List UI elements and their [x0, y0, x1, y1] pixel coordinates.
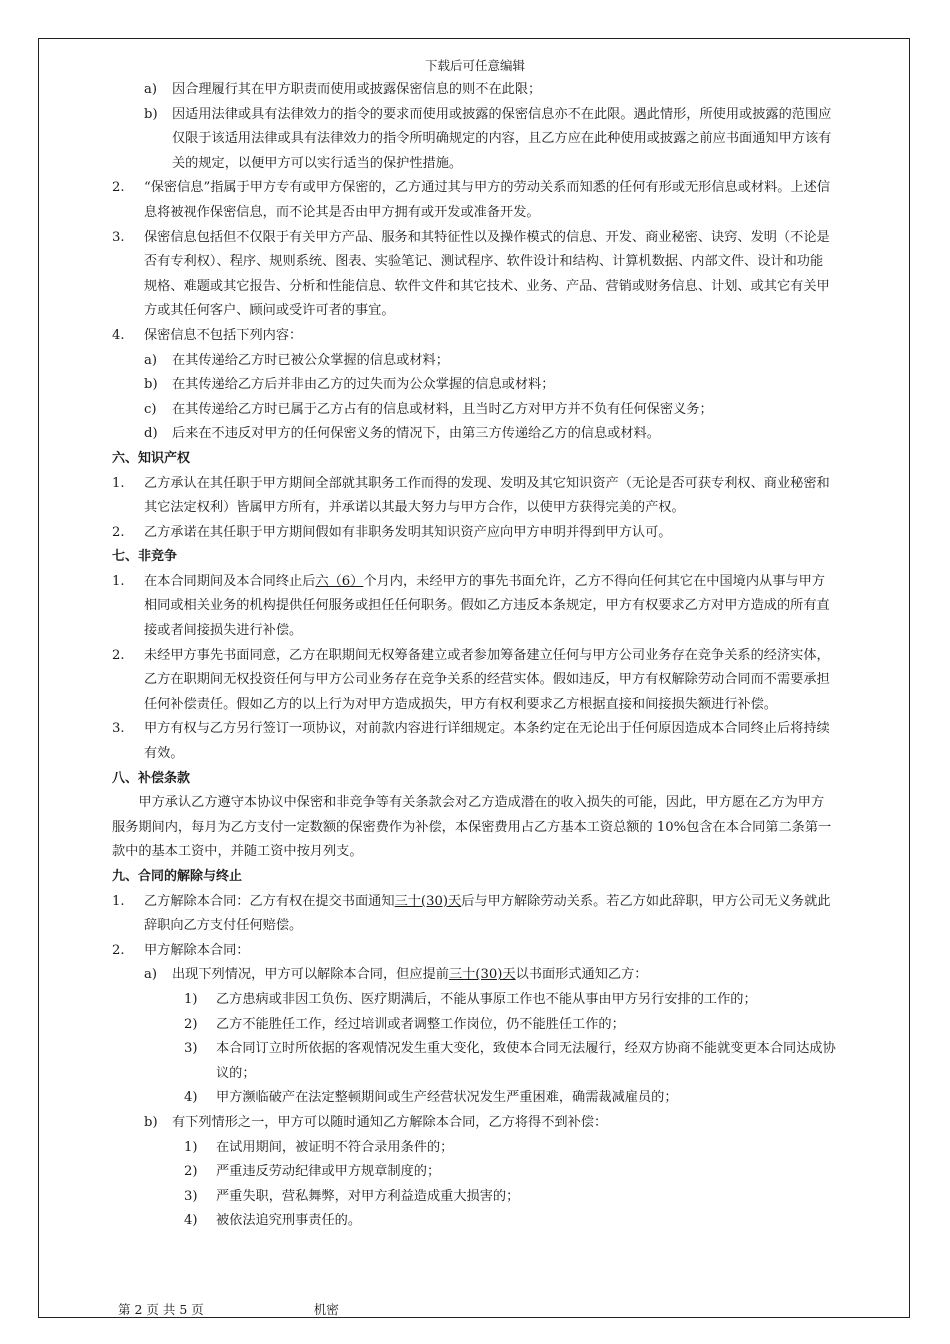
- clause-text: 本合同订立时所依据的客观情况发生重大变化，致使本合同无法履行，经双方协商不能就变更本合同达成协议的；: [216, 1041, 836, 1081]
- clause-item: [112, 373, 836, 398]
- clause-item: [112, 988, 836, 1013]
- clause-text: 乙方承认在其任职于甲方期间全部就其职务工作而得的发现、发明及其它知识资产（无论是否可获专利权、商业秘密和其它法定权利）皆属甲方所有，并承诺以其最大努力与甲方合作，以使甲方获得完美的产权。: [144, 475, 830, 516]
- clause-number: a): [144, 82, 158, 97]
- clause-number: c): [144, 401, 157, 417]
- clause-item: [112, 1160, 836, 1185]
- clause-number: b): [144, 377, 158, 393]
- clause-number: 2): [184, 1164, 198, 1180]
- clause-number: 3.: [112, 721, 125, 737]
- clause-number: 4): [184, 1213, 198, 1229]
- clause-number: 2.: [112, 180, 125, 196]
- clause-number: 2.: [112, 524, 125, 540]
- document-body: [112, 78, 836, 1234]
- clause-number: 1): [184, 991, 198, 1007]
- clause-text: 因合理履行其在甲方职责而使用或披露保密信息的则不在此限；: [172, 82, 542, 97]
- clause-number: 1.: [112, 893, 125, 909]
- clause-item: [112, 939, 836, 964]
- clause-item: [112, 1209, 836, 1234]
- underlined-term: 六（6）: [315, 573, 364, 589]
- clause-text: 在其传递给乙方时已属于乙方占有的信息或材料，且当时乙方对甲方并不负有任何保密义务；: [172, 401, 713, 417]
- clause-item: [112, 521, 836, 546]
- clause-item: [112, 1086, 836, 1111]
- clause-number: b): [144, 1114, 158, 1130]
- paragraph: 甲方承认乙方遵守本协议中保密和非竞争等有关条款会对乙方造成潜在的收入损失的可能，因此，甲方愿在乙方为甲方服务期间内，每月为乙方支付一定数额的保密费作为补偿，本保密费用占乙方基本工资总额的 10%包含在本合同第二条第一款中的基本工资中，并随工资中按月列支。: [112, 795, 832, 860]
- page-header: 下载后可任意编辑: [424, 58, 525, 73]
- clause-item: [112, 422, 836, 447]
- clause-text: 乙方解除本合同：乙方有权在提交书面通知: [144, 893, 395, 909]
- underlined-term: 三十(30)天: [394, 893, 462, 909]
- clause-number: 2.: [112, 942, 125, 958]
- clause-number: 4): [184, 1090, 198, 1106]
- clause-item: [112, 1013, 836, 1038]
- clause-number: 2.: [112, 647, 125, 663]
- clause-item: [112, 324, 836, 349]
- underlined-term: 三十(30)天: [448, 967, 516, 983]
- clause-item: [112, 349, 836, 374]
- clause-number: 1): [184, 1139, 198, 1155]
- clause-number: 3): [184, 1041, 198, 1057]
- clause-text: 乙方不能胜任工作，经过培训或者调整工作岗位，仍不能胜任工作的；: [216, 1016, 625, 1032]
- clause-item: [112, 570, 836, 644]
- section-heading: 六、知识产权: [112, 450, 191, 466]
- clause-text: 在其传递给乙方时已被公众掌握的信息或材料；: [172, 352, 449, 368]
- clause-text: 后与甲方解除劳动关系。若乙方如此辞职，甲方公司无义务就此辞职向乙方支付任何赔偿。: [144, 893, 831, 934]
- clause-text: 出现下列情况，甲方可以解除本合同，但应提前: [172, 967, 449, 983]
- clause-item: [112, 472, 836, 521]
- clause-text: 乙方承诺在其任职于甲方期间假如有非职务发明其知识资产应向甲方申明并得到甲方认可。: [144, 524, 672, 540]
- clause-item: [112, 1185, 836, 1210]
- clause-text: 严重失职，营私舞弊，对甲方利益造成重大损害的；: [216, 1188, 520, 1204]
- clause-text: 在本合同期间及本合同终止后: [144, 573, 316, 589]
- clause-text: 未经甲方事先书面同意，乙方在职期间无权筹备建立或者参加筹备建立任何与甲方公司业务存在竞争关系的经济实体，乙方在职期间无权投资任何与甲方公司业务存在竞争关系的经营实体。假如违反，甲方有权解除劳动合同而不需要承担任何补偿责任。假如乙方的以上行为对甲方造成损失，甲方有权利要求乙方根据直接和间接损失额进行补偿。: [144, 647, 830, 712]
- clause-number: 1.: [112, 475, 125, 491]
- page-footer: [118, 1300, 449, 1318]
- clause-number: 3): [184, 1188, 198, 1204]
- clause-text: 严重违反劳动纪律或甲方规章制度的；: [216, 1164, 441, 1180]
- clause-text: 甲方濒临破产在法定整顿期间或生产经营状况发生严重困难，确需裁减雇员的；: [216, 1090, 678, 1106]
- section-heading: 七、非竞争: [112, 549, 178, 565]
- clause-item: [112, 1037, 836, 1086]
- clause-number: a): [144, 967, 158, 983]
- clause-text: 保密信息不包括下列内容：: [144, 327, 303, 343]
- section-heading: 八、补偿条款: [112, 770, 191, 786]
- clause-text: 被依法追究刑事责任的。: [216, 1213, 362, 1229]
- clause-item: [112, 717, 836, 766]
- clause-number: a): [144, 352, 158, 368]
- clause-text: 甲方有权与乙方另行签订一项协议，对前款内容进行详细规定。本条约定在无论出于任何原因造成本合同终止后将持续有效。: [144, 721, 830, 762]
- clause-item: [112, 644, 836, 718]
- clause-item: [112, 890, 836, 939]
- page-number: 第 2 页 共 5 页: [118, 1302, 204, 1317]
- clause-text: 在试用期间，被证明不符合录用条件的；: [216, 1139, 454, 1155]
- clause-text: 因适用法律或具有法律效力的指令的要求而使用或披露的保密信息亦不在此限。遇此情形，所使用或披露的范围应仅限于该适用法律或具有法律效力的指令所明确规定的内容，且乙方应在此种使用或披露之前应书面通知甲方该有关的规定，以便甲方可以实行适当的保护性措施。: [172, 106, 832, 171]
- clause-item: [112, 226, 836, 324]
- confidential-label: 机密: [313, 1302, 339, 1317]
- clause-text: “保密信息”指属于甲方专有或甲方保密的，乙方通过其与甲方的劳动关系而知悉的任何有形或无形信息或材料。上述信息将被视作保密信息，而不论其是否由甲方拥有或开发或准备开发。: [144, 180, 831, 220]
- clause-item: [112, 1136, 836, 1161]
- clause-text: 甲方解除本合同：: [144, 942, 250, 958]
- clause-item: [112, 78, 836, 103]
- clause-text: 个月内，未经甲方的事先书面允许，乙方不得向任何其它在中国境内从事与甲方相同或相关业务的机构提供任何服务或担任任何职务。假如乙方违反本条规定，甲方有权要求乙方对甲方造成的所有直接或者间接损失进行补偿。: [144, 573, 830, 639]
- section-heading: 九、合同的解除与终止: [112, 869, 243, 884]
- clause-item: [112, 1111, 836, 1136]
- clause-item: [112, 176, 836, 225]
- clause-number: b): [144, 106, 158, 122]
- clause-item: [112, 103, 836, 177]
- clause-text: 乙方患病或非因工负伤、医疗期满后，不能从事原工作也不能从事由甲方另行安排的工作的；: [216, 991, 757, 1007]
- clause-number: d): [144, 426, 158, 442]
- clause-item: [112, 398, 836, 423]
- clause-text: 保密信息包括但不仅限于有关甲方产品、服务和其特征性以及操作模式的信息、开发、商业秘密、诀窍、发明（不论是否有专利权）、程序、规则系统、图表、实验笔记、测试程序、软件设计和结构、计算机数据、内部文件、设计和功能规格、难题或其它报告、分析和性能信息、软件文件和其它技术、业务、产品、营销或财务信息、计划、或其它有关甲方或其任何客户、顾问或受许可者的事宜。: [144, 229, 830, 319]
- clause-number: 3.: [112, 229, 125, 245]
- clause-number: 4.: [112, 327, 125, 343]
- clause-text: 在其传递给乙方后并非由乙方的过失而为公众掌握的信息或材料；: [172, 377, 555, 393]
- clause-text: 以书面形式通知乙方：: [515, 967, 648, 983]
- clause-text: 后来在不违反对甲方的任何保密义务的情况下，由第三方传递给乙方的信息或材料。: [172, 426, 660, 442]
- clause-number: 2): [184, 1016, 198, 1032]
- clause-number: 1.: [112, 573, 125, 589]
- clause-item: [112, 963, 836, 988]
- clause-text: 有下列情形之一，甲方可以随时通知乙方解除本合同，乙方将得不到补偿：: [172, 1114, 608, 1130]
